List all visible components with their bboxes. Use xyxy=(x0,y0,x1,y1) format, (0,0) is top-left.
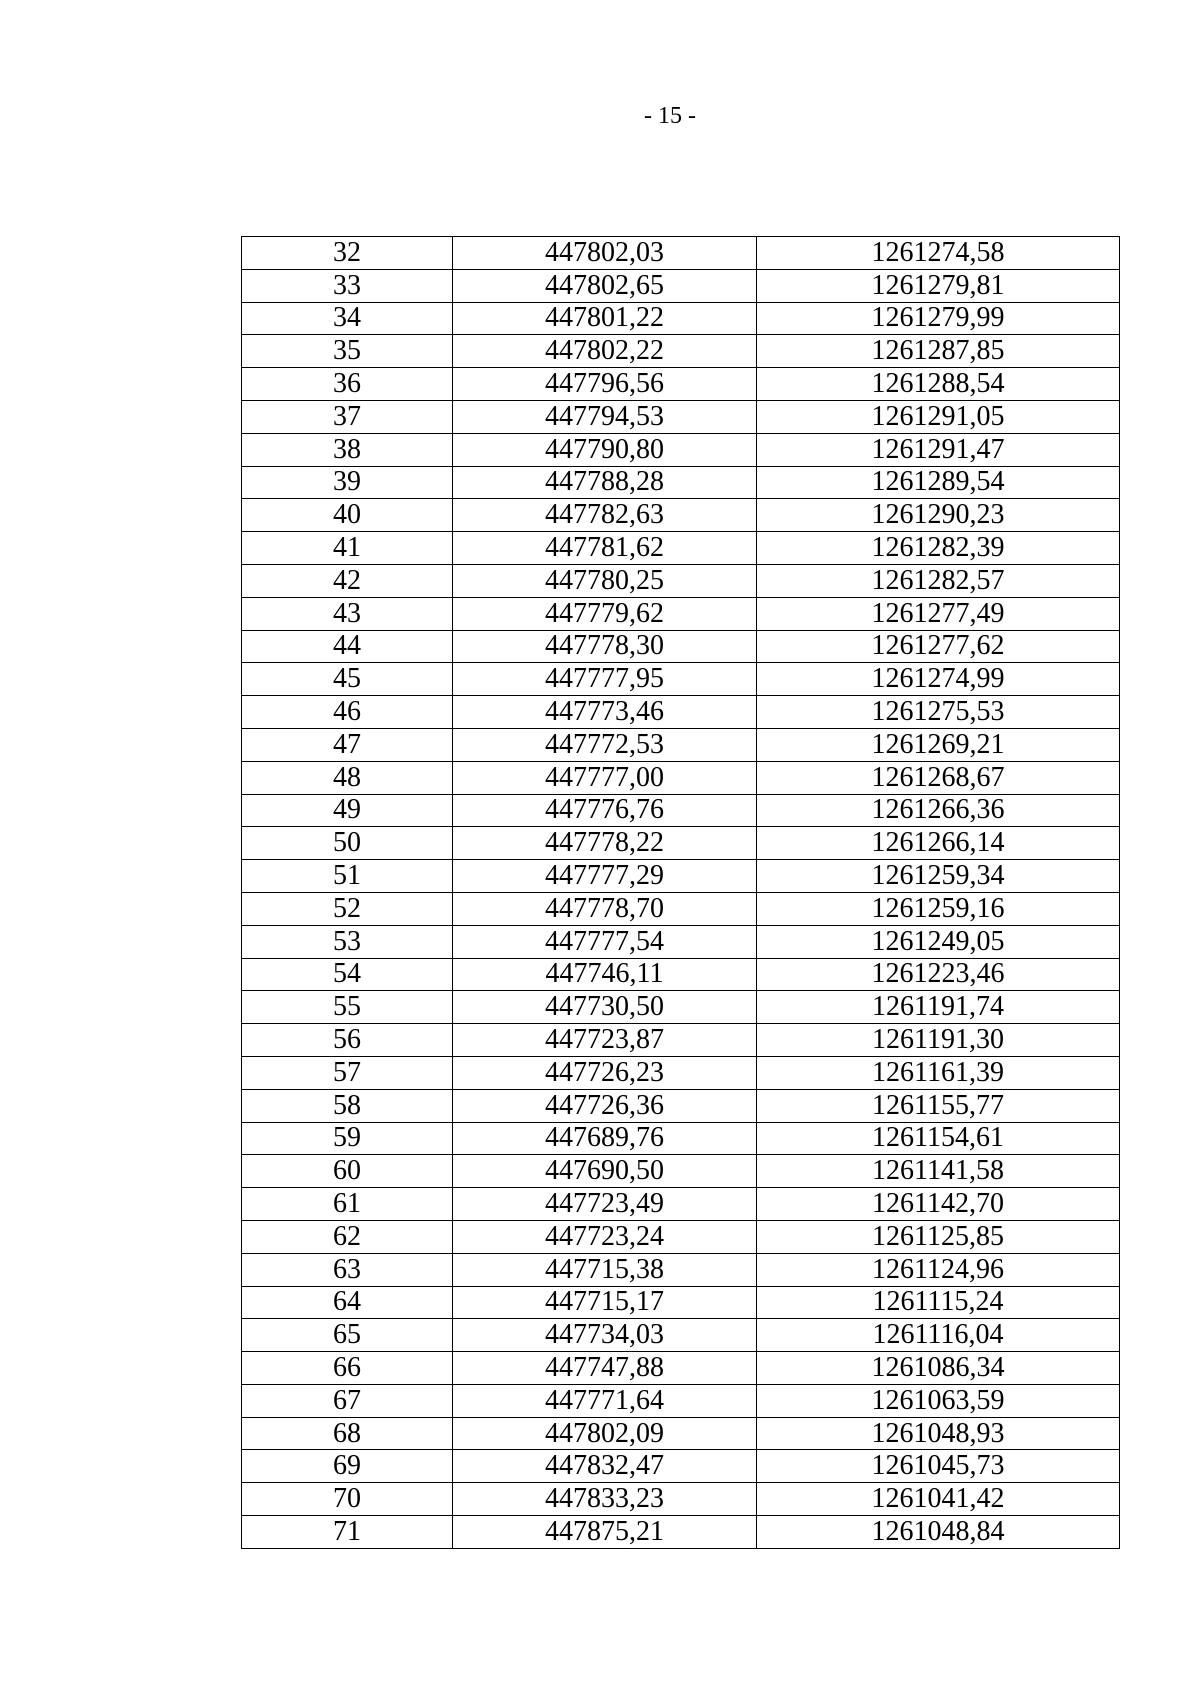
y-coordinate-cell: 1261282,39 xyxy=(757,532,1120,565)
table-row xyxy=(242,630,1120,663)
point-number-cell: 66 xyxy=(242,1352,453,1385)
x-coordinate-cell: 447781,62 xyxy=(453,532,757,565)
x-coordinate-cell: 447782,63 xyxy=(453,499,757,532)
point-number-cell: 35 xyxy=(242,335,453,368)
table-row xyxy=(242,925,1120,958)
point-number-cell: 53 xyxy=(242,925,453,958)
point-number-cell: 48 xyxy=(242,761,453,794)
x-coordinate-cell: 447779,62 xyxy=(453,597,757,630)
point-number-cell: 65 xyxy=(242,1319,453,1352)
y-coordinate-cell: 1261268,67 xyxy=(757,761,1120,794)
x-coordinate-cell: 447794,53 xyxy=(453,400,757,433)
x-coordinate-cell: 447715,17 xyxy=(453,1286,757,1319)
table-row xyxy=(242,1024,1120,1057)
y-coordinate-cell: 1261287,85 xyxy=(757,335,1120,368)
x-coordinate-cell: 447780,25 xyxy=(453,564,757,597)
table-row xyxy=(242,892,1120,925)
y-coordinate-cell: 1261279,99 xyxy=(757,302,1120,335)
point-number-cell: 41 xyxy=(242,532,453,565)
y-coordinate-cell: 1261277,62 xyxy=(757,630,1120,663)
x-coordinate-cell: 447726,36 xyxy=(453,1089,757,1122)
y-coordinate-cell: 1261155,77 xyxy=(757,1089,1120,1122)
y-coordinate-cell: 1261274,58 xyxy=(757,237,1120,270)
y-coordinate-cell: 1261275,53 xyxy=(757,696,1120,729)
x-coordinate-cell: 447802,65 xyxy=(453,269,757,302)
table-row xyxy=(242,827,1120,860)
x-coordinate-cell: 447777,00 xyxy=(453,761,757,794)
table-row xyxy=(242,400,1120,433)
table-row xyxy=(242,1516,1120,1549)
x-coordinate-cell: 447778,70 xyxy=(453,892,757,925)
point-number-cell: 60 xyxy=(242,1155,453,1188)
point-number-cell: 67 xyxy=(242,1384,453,1417)
table-row xyxy=(242,958,1120,991)
y-coordinate-cell: 1261291,05 xyxy=(757,400,1120,433)
point-number-cell: 64 xyxy=(242,1286,453,1319)
page-number: - 15 - xyxy=(644,103,696,129)
y-coordinate-cell: 1261191,30 xyxy=(757,1024,1120,1057)
point-number-cell: 59 xyxy=(242,1122,453,1155)
x-coordinate-cell: 447723,87 xyxy=(453,1024,757,1057)
point-number-cell: 58 xyxy=(242,1089,453,1122)
y-coordinate-cell: 1261269,21 xyxy=(757,728,1120,761)
y-coordinate-cell: 1261266,14 xyxy=(757,827,1120,860)
y-coordinate-cell: 1261266,36 xyxy=(757,794,1120,827)
y-coordinate-cell: 1261124,96 xyxy=(757,1253,1120,1286)
x-coordinate-cell: 447715,38 xyxy=(453,1253,757,1286)
y-coordinate-cell: 1261116,04 xyxy=(757,1319,1120,1352)
x-coordinate-cell: 447726,23 xyxy=(453,1056,757,1089)
point-number-cell: 68 xyxy=(242,1417,453,1450)
y-coordinate-cell: 1261041,42 xyxy=(757,1483,1120,1516)
point-number-cell: 50 xyxy=(242,827,453,860)
y-coordinate-cell: 1261115,24 xyxy=(757,1286,1120,1319)
point-number-cell: 56 xyxy=(242,1024,453,1057)
x-coordinate-cell: 447796,56 xyxy=(453,368,757,401)
x-coordinate-cell: 447689,76 xyxy=(453,1122,757,1155)
x-coordinate-cell: 447802,09 xyxy=(453,1417,757,1450)
coordinates-table-body xyxy=(242,237,1120,1549)
x-coordinate-cell: 447746,11 xyxy=(453,958,757,991)
table-row xyxy=(242,761,1120,794)
table-row xyxy=(242,302,1120,335)
y-coordinate-cell: 1261290,23 xyxy=(757,499,1120,532)
x-coordinate-cell: 447773,46 xyxy=(453,696,757,729)
table-row xyxy=(242,728,1120,761)
point-number-cell: 55 xyxy=(242,991,453,1024)
table-row xyxy=(242,1286,1120,1319)
point-number-cell: 45 xyxy=(242,663,453,696)
x-coordinate-cell: 447777,95 xyxy=(453,663,757,696)
table-row xyxy=(242,597,1120,630)
x-coordinate-cell: 447777,29 xyxy=(453,860,757,893)
x-coordinate-cell: 447802,22 xyxy=(453,335,757,368)
y-coordinate-cell: 1261259,16 xyxy=(757,892,1120,925)
table-row xyxy=(242,532,1120,565)
point-number-cell: 39 xyxy=(242,466,453,499)
y-coordinate-cell: 1261154,61 xyxy=(757,1122,1120,1155)
point-number-cell: 49 xyxy=(242,794,453,827)
y-coordinate-cell: 1261274,99 xyxy=(757,663,1120,696)
x-coordinate-cell: 447802,03 xyxy=(453,237,757,270)
point-number-cell: 36 xyxy=(242,368,453,401)
x-coordinate-cell: 447788,28 xyxy=(453,466,757,499)
table-row xyxy=(242,368,1120,401)
x-coordinate-cell: 447690,50 xyxy=(453,1155,757,1188)
point-number-cell: 38 xyxy=(242,433,453,466)
y-coordinate-cell: 1261048,93 xyxy=(757,1417,1120,1450)
point-number-cell: 62 xyxy=(242,1220,453,1253)
table-row xyxy=(242,1220,1120,1253)
x-coordinate-cell: 447723,49 xyxy=(453,1188,757,1221)
x-coordinate-cell: 447734,03 xyxy=(453,1319,757,1352)
x-coordinate-cell: 447776,76 xyxy=(453,794,757,827)
y-coordinate-cell: 1261249,05 xyxy=(757,925,1120,958)
table-row xyxy=(242,1155,1120,1188)
x-coordinate-cell: 447790,80 xyxy=(453,433,757,466)
y-coordinate-cell: 1261141,58 xyxy=(757,1155,1120,1188)
y-coordinate-cell: 1261063,59 xyxy=(757,1384,1120,1417)
table-row xyxy=(242,237,1120,270)
y-coordinate-cell: 1261223,46 xyxy=(757,958,1120,991)
point-number-cell: 63 xyxy=(242,1253,453,1286)
x-coordinate-cell: 447771,64 xyxy=(453,1384,757,1417)
table-row xyxy=(242,1056,1120,1089)
point-number-cell: 69 xyxy=(242,1450,453,1483)
y-coordinate-cell: 1261279,81 xyxy=(757,269,1120,302)
table-row xyxy=(242,663,1120,696)
point-number-cell: 34 xyxy=(242,302,453,335)
point-number-cell: 44 xyxy=(242,630,453,663)
table-row xyxy=(242,794,1120,827)
table-row xyxy=(242,1253,1120,1286)
y-coordinate-cell: 1261086,34 xyxy=(757,1352,1120,1385)
point-number-cell: 46 xyxy=(242,696,453,729)
x-coordinate-cell: 447777,54 xyxy=(453,925,757,958)
table-row xyxy=(242,1352,1120,1385)
y-coordinate-cell: 1261282,57 xyxy=(757,564,1120,597)
point-number-cell: 37 xyxy=(242,400,453,433)
table-row xyxy=(242,1417,1120,1450)
y-coordinate-cell: 1261142,70 xyxy=(757,1188,1120,1221)
table-row xyxy=(242,1483,1120,1516)
y-coordinate-cell: 1261125,85 xyxy=(757,1220,1120,1253)
x-coordinate-cell: 447747,88 xyxy=(453,1352,757,1385)
x-coordinate-cell: 447772,53 xyxy=(453,728,757,761)
x-coordinate-cell: 447832,47 xyxy=(453,1450,757,1483)
table-row xyxy=(242,1450,1120,1483)
point-number-cell: 52 xyxy=(242,892,453,925)
y-coordinate-cell: 1261289,54 xyxy=(757,466,1120,499)
point-number-cell: 51 xyxy=(242,860,453,893)
x-coordinate-cell: 447833,23 xyxy=(453,1483,757,1516)
point-number-cell: 33 xyxy=(242,269,453,302)
point-number-cell: 57 xyxy=(242,1056,453,1089)
table-row xyxy=(242,860,1120,893)
table-row xyxy=(242,564,1120,597)
table-row xyxy=(242,991,1120,1024)
x-coordinate-cell: 447723,24 xyxy=(453,1220,757,1253)
table-row xyxy=(242,1122,1120,1155)
y-coordinate-cell: 1261045,73 xyxy=(757,1450,1120,1483)
coordinates-table xyxy=(241,236,1120,1549)
y-coordinate-cell: 1261048,84 xyxy=(757,1516,1120,1549)
table-row xyxy=(242,335,1120,368)
point-number-cell: 32 xyxy=(242,237,453,270)
y-coordinate-cell: 1261277,49 xyxy=(757,597,1120,630)
y-coordinate-cell: 1261161,39 xyxy=(757,1056,1120,1089)
x-coordinate-cell: 447801,22 xyxy=(453,302,757,335)
table-row xyxy=(242,433,1120,466)
table-row xyxy=(242,696,1120,729)
point-number-cell: 61 xyxy=(242,1188,453,1221)
y-coordinate-cell: 1261259,34 xyxy=(757,860,1120,893)
table-row xyxy=(242,1188,1120,1221)
point-number-cell: 54 xyxy=(242,958,453,991)
point-number-cell: 42 xyxy=(242,564,453,597)
table-row xyxy=(242,466,1120,499)
y-coordinate-cell: 1261288,54 xyxy=(757,368,1120,401)
point-number-cell: 70 xyxy=(242,1483,453,1516)
point-number-cell: 47 xyxy=(242,728,453,761)
point-number-cell: 43 xyxy=(242,597,453,630)
y-coordinate-cell: 1261191,74 xyxy=(757,991,1120,1024)
table-row xyxy=(242,499,1120,532)
point-number-cell: 40 xyxy=(242,499,453,532)
table-row xyxy=(242,269,1120,302)
x-coordinate-cell: 447875,21 xyxy=(453,1516,757,1549)
table-row xyxy=(242,1319,1120,1352)
point-number-cell: 71 xyxy=(242,1516,453,1549)
x-coordinate-cell: 447778,22 xyxy=(453,827,757,860)
y-coordinate-cell: 1261291,47 xyxy=(757,433,1120,466)
table-row xyxy=(242,1089,1120,1122)
x-coordinate-cell: 447778,30 xyxy=(453,630,757,663)
table-row xyxy=(242,1384,1120,1417)
x-coordinate-cell: 447730,50 xyxy=(453,991,757,1024)
